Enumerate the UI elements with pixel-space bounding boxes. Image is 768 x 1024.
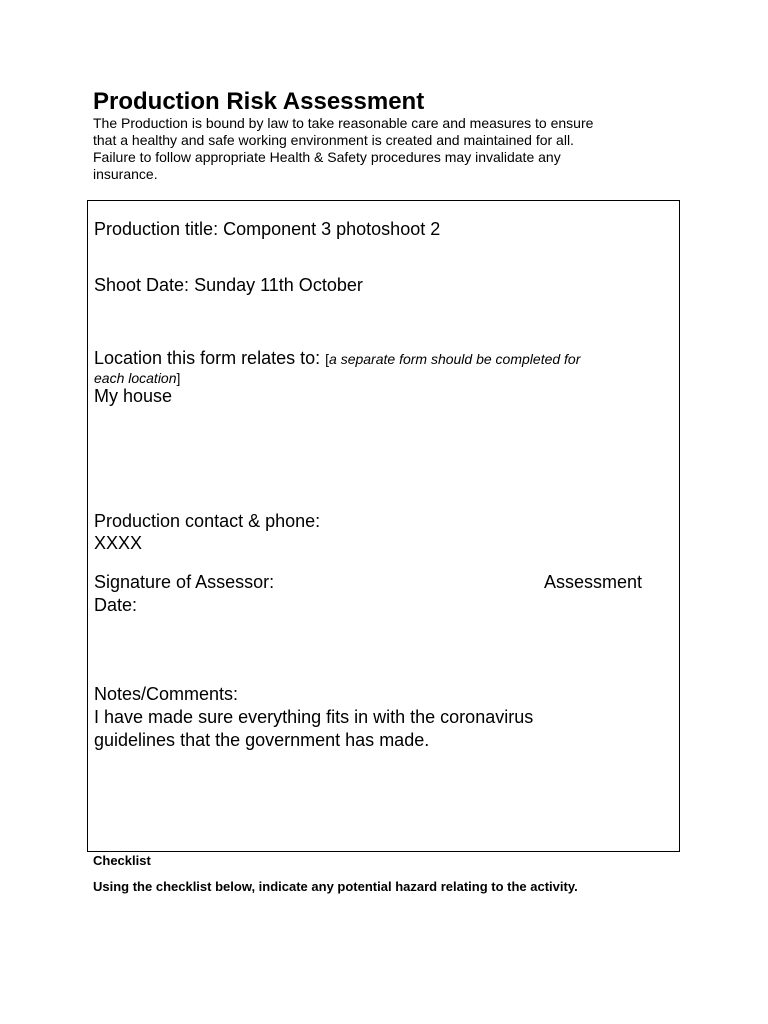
notes-label: Notes/Comments: xyxy=(94,684,239,704)
shoot-date-field: Shoot Date: Sunday 11th October xyxy=(94,275,363,295)
contact-label: Production contact & phone: xyxy=(94,511,321,531)
intro-line: Failure to follow appropriate Health & Safety procedures may invalidate any xyxy=(93,149,561,165)
intro-line: The Production is bound by law to take reasonable care and measures to ensure xyxy=(93,115,594,131)
production-title-field: Production title: Component 3 photoshoot 2 xyxy=(94,219,441,239)
date-label: Date: xyxy=(94,595,138,615)
notes-line: I have made sure everything fits in with the coronavirus xyxy=(94,707,534,727)
checklist-heading: Checklist xyxy=(93,853,151,868)
notes-line: guidelines that the government has made. xyxy=(94,730,430,750)
signature-label: Signature of Assessor: xyxy=(94,572,275,592)
contact-value: XXXX xyxy=(94,533,143,553)
location-label: Location this form relates to: xyxy=(94,348,321,368)
page-title: Production Risk Assessment xyxy=(93,88,425,115)
checklist-instruction: Using the checklist below, indicate any potential hazard relating to the activity. xyxy=(93,879,578,894)
intro-line: insurance. xyxy=(93,166,158,182)
location-note-bracket-open: [ xyxy=(325,351,330,367)
location-note-line1: a separate form should be completed for xyxy=(329,351,581,367)
location-value: My house xyxy=(94,386,173,406)
intro-paragraph xyxy=(93,115,663,183)
location-note-line2: each location xyxy=(94,370,177,386)
location-note-bracket-close: ] xyxy=(176,370,181,386)
location-label-row xyxy=(94,347,580,371)
assessment-label: Assessment xyxy=(543,572,642,592)
assessment-form-box xyxy=(87,200,680,852)
intro-line: that a healthy and safe working environment is created and maintained for all. xyxy=(93,132,574,148)
